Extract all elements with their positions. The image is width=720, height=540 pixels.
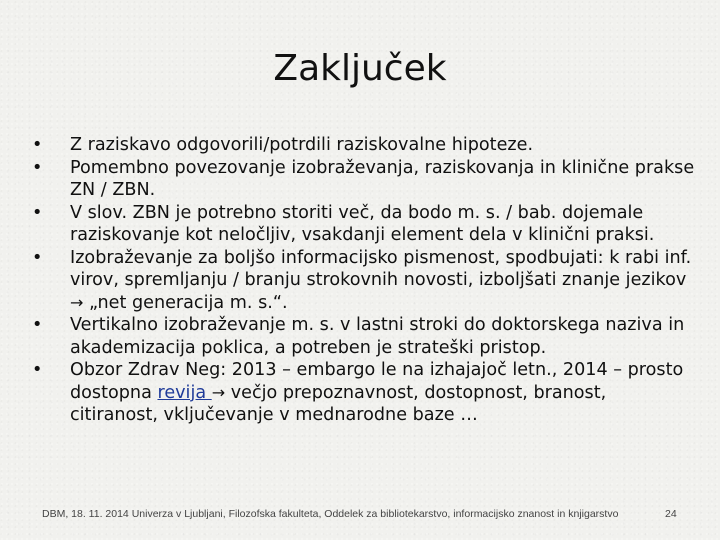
bullet-text: V slov. ZBN je potrebno storiti več, da bodo m. s. / bab. dojemale raziskovanje kot neločljiv, vsakdanji element dela v klinični praksi. bbox=[70, 202, 655, 245]
bullet-icon: • bbox=[32, 315, 43, 335]
bullet-item bbox=[32, 202, 696, 247]
footer-text: DBM, 18. 11. 2014 Univerza v Ljubljani, Filozofska fakulteta, Oddelek za bibliotekarstvo, informacijsko znanost in knjigarstvo bbox=[42, 508, 619, 520]
bullet-icon: • bbox=[32, 157, 43, 178]
page-number: 24 bbox=[665, 508, 677, 520]
revija-link[interactable]: revija bbox=[157, 382, 212, 403]
bullet-icon: • bbox=[32, 202, 43, 223]
bullet-text: Z raziskavo odgovorili/potrdili raziskovalne hipoteze. bbox=[70, 135, 534, 155]
bullet-icon: • bbox=[32, 247, 43, 268]
slide-footer bbox=[42, 508, 692, 520]
bullet-text-after: „net generacija m. s.“. bbox=[83, 292, 288, 313]
bullet-text: Pomembno povezovanje izobraževanja, raziskovanja in klinične prakse ZN / ZBN. bbox=[70, 157, 695, 200]
bullet-item bbox=[32, 359, 696, 427]
slide-title: Zaključek bbox=[273, 48, 447, 89]
bullet-text: Vertikalno izobraževanje m. s. v lastni stroki do doktorskega naziva in akademizacija poklica, a potreben je strateški pristop. bbox=[70, 315, 685, 358]
arrow-right-icon: → bbox=[211, 382, 226, 402]
bullet-text-before: Izobraževanje za boljšo informacijsko pismenost, spodbujati: k rabi inf. virov, spremljanju / branju strokovnih novosti, izboljšati znanje jezikov bbox=[70, 247, 692, 290]
bullet-text-before: Obzor Zdrav Neg: 2013 – embargo le na izhajajoč letn., 2014 – prosto dostopna bbox=[70, 360, 684, 403]
bullet-item bbox=[32, 314, 696, 359]
bullet-icon: • bbox=[32, 360, 43, 380]
bullet-item bbox=[32, 134, 696, 157]
bullet-text-after: večjo prepoznavnost, dostopnost, branost, citiranost, vključevanje v mednarodne baze … bbox=[70, 382, 607, 425]
bullet-list bbox=[32, 134, 696, 427]
bullet-icon: • bbox=[32, 135, 43, 155]
arrow-right-icon: → bbox=[70, 292, 84, 312]
bullet-item bbox=[32, 157, 696, 202]
bullet-item bbox=[32, 247, 696, 315]
